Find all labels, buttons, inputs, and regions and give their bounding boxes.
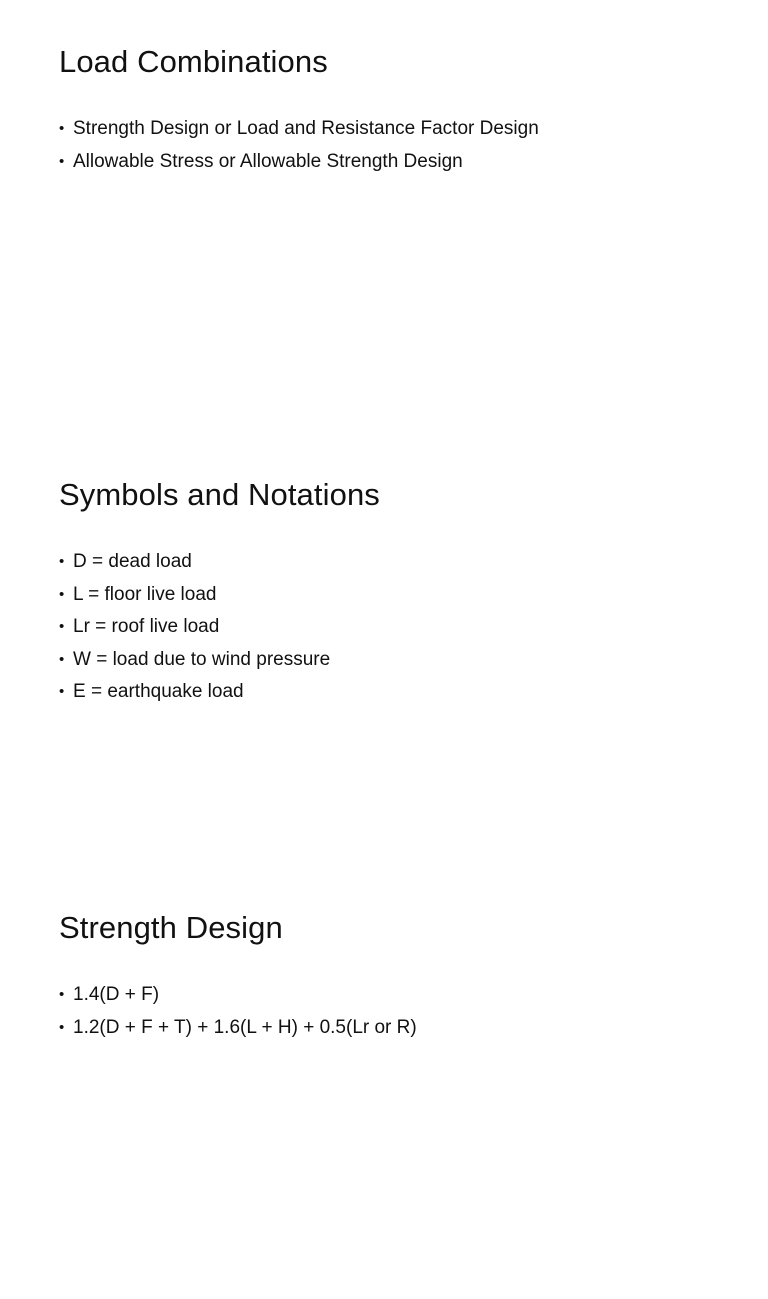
bullet-icon: •: [59, 650, 65, 668]
slide-symbols-and-notations: [0, 433, 768, 866]
bullet-icon: •: [59, 152, 65, 170]
list-item: [59, 1012, 417, 1045]
slide-strength-design: [0, 866, 768, 1299]
bullet-list: [59, 546, 330, 709]
bullet-list: [59, 113, 539, 178]
slide-title: Symbols and Notations: [59, 477, 380, 512]
list-item-text: Strength Design or Load and Resistance Factor Design: [73, 118, 539, 139]
slide-title: Strength Design: [59, 910, 283, 945]
list-item: [59, 611, 330, 644]
list-item-text: Allowable Stress or Allowable Strength Design: [73, 150, 463, 172]
list-item: [59, 676, 330, 709]
slide-load-combinations: [0, 0, 768, 433]
list-item-text: 1.2(D + F + T) + 1.6(L + H) + 0.5(Lr or R): [73, 1016, 417, 1038]
bullet-icon: •: [59, 120, 65, 137]
bullet-list: [59, 979, 417, 1044]
list-item: [59, 146, 539, 179]
slide-title: Load Combinations: [59, 44, 328, 79]
list-item: [59, 579, 330, 612]
list-item: [59, 644, 330, 677]
list-item: [59, 113, 539, 146]
bullet-icon: •: [59, 683, 65, 700]
list-item-text: Lr = roof live load: [73, 616, 220, 637]
list-item: [59, 546, 330, 579]
bullet-icon: •: [59, 986, 65, 1003]
list-item-text: W = load due to wind pressure: [73, 648, 331, 670]
bullet-icon: •: [59, 553, 65, 570]
bullet-icon: •: [59, 585, 65, 603]
bullet-icon: •: [59, 1018, 65, 1036]
bullet-icon: •: [59, 618, 65, 635]
list-item-text: L = floor live load: [73, 583, 217, 605]
list-item-text: E = earthquake load: [73, 681, 244, 702]
list-item: [59, 979, 417, 1012]
list-item-text: 1.4(D + F): [73, 984, 160, 1005]
list-item-text: D = dead load: [73, 551, 192, 572]
